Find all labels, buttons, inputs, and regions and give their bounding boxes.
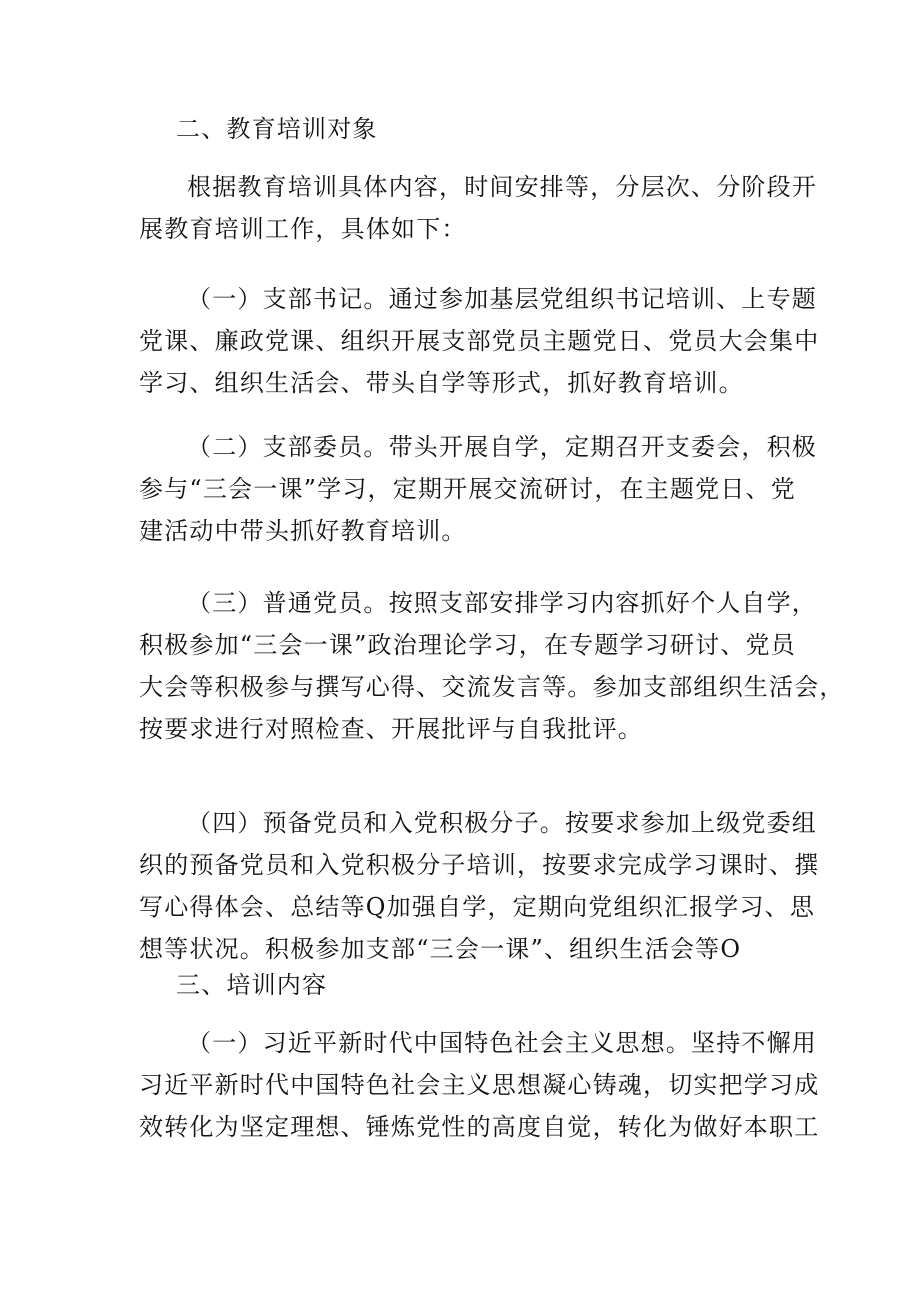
paragraph-line: 建活动中带头抓好教育培训。 [139, 517, 467, 545]
item-xi-thought [139, 1022, 820, 1148]
paragraph-line: 写心得体会、总结等Q加强自学，定期向党组织汇报学习、思 [139, 893, 816, 921]
item-probationary-member [139, 802, 820, 970]
paragraph-line: 党课、廉政党课、组织开展支部党员主题党日、党员大会集中 [139, 327, 820, 355]
paragraph-line: （一）习近平新时代中国特色社会主义思想。坚持不懈用 [187, 1029, 817, 1057]
paragraph-line: （三）普通党员。按照支部安排学习内容抓好个人自学， [187, 589, 817, 617]
paragraph-line: 想等状况。积极参加支部“三会一课”、组织生活会等O [139, 935, 742, 963]
item-committee-member [139, 426, 817, 552]
paragraph-line: 积极参加“三会一课”政治理论学习，在专题学习研讨、党员 [139, 631, 796, 659]
paragraph-line: （四）预备党员和入党积极分子。按要求参加上级党委组 [187, 809, 817, 837]
section-heading-2: 二、教育培训对象 [176, 115, 378, 143]
paragraph-line: 织的预备党员和入党积极分子培训，按要求完成学习课时、撰 [139, 851, 820, 879]
item-party-secretary [139, 278, 820, 404]
paragraph-line: 参与“三会一课”学习，定期开展交流研讨，在主题党日、党 [139, 475, 796, 503]
paragraph-line: （一）支部书记。通过参加基层党组织书记培训、上专题 [187, 285, 817, 313]
item-ordinary-member [139, 582, 845, 750]
paragraph-line: 效转化为坚定理想、锤炼党性的高度自觉，转化为做好本职工 [139, 1113, 820, 1141]
paragraph-line: 学习、组织生活会、带头自学等形式，抓好教育培训。 [139, 369, 744, 397]
paragraph-line: 展教育培训工作，具体如下： [139, 215, 467, 243]
paragraph-line: 根据教育培训具体内容，时间安排等，分层次、分阶段开 [187, 173, 817, 201]
paragraph-line: 习近平新时代中国特色社会主义思想凝心铸魂，切实把学习成 [139, 1071, 820, 1099]
intro-paragraph [139, 166, 817, 250]
paragraph-line: 按要求进行对照检查、开展批评与自我批评。 [139, 715, 643, 743]
section-heading-3: 三、培训内容 [176, 971, 328, 999]
paragraph-line: （二）支部委员。带头开展自学，定期召开支委会，积极 [187, 433, 817, 461]
paragraph-line: 大会等积极参与撰写心得、交流发言等。参加支部组织生活会， [139, 673, 845, 701]
